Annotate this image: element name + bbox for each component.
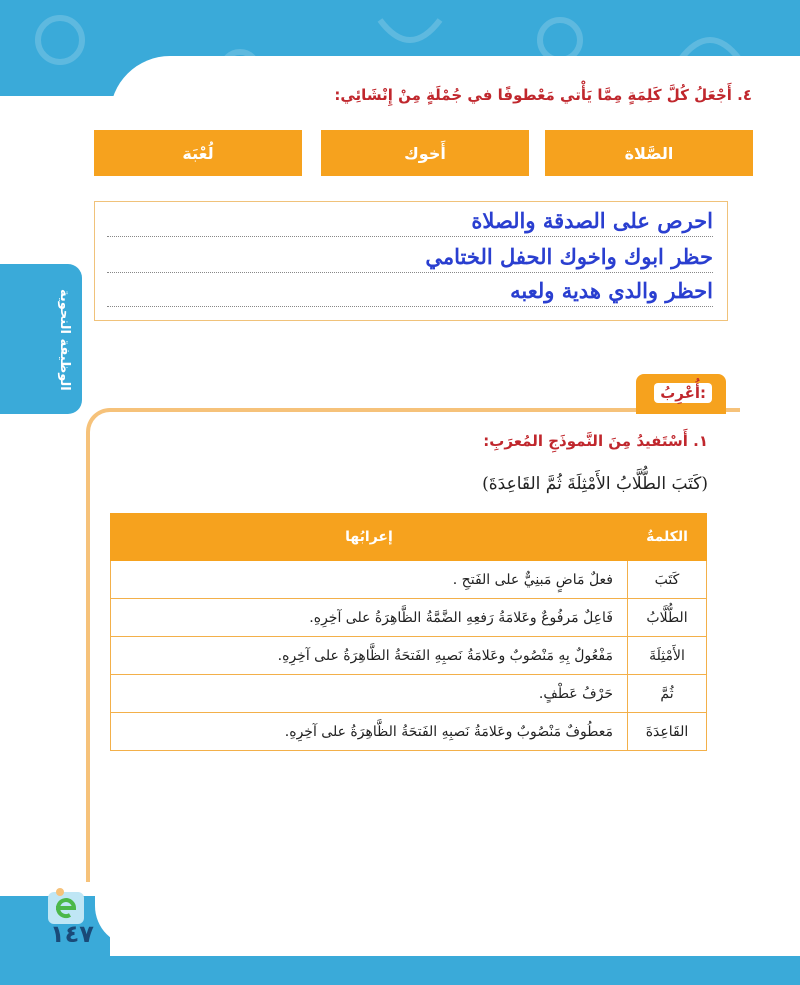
chapter-side-tab	[0, 264, 82, 414]
answer-line-1[interactable]: احرص على الصدقة والصلاة	[107, 206, 713, 237]
header-word: الكلمةُ	[628, 514, 707, 561]
example-sentence: (كَتَبَ الطُّلَّابُ الأَمْثِلَةَ ثُمَّ القَاعِدَةَ)	[482, 474, 708, 494]
row-word: الطُّلَّابُ	[628, 599, 707, 637]
row-parsing: مَفْعُولٌ بِهِ مَنْصُوبٌ وعَلامَةُ نَصبِهِ الفَتحَةُ الظَّاهِرَةُ على آخِرِهِ.	[111, 637, 628, 675]
answer-line-3[interactable]: احظر والدي هدية ولعبه	[107, 276, 713, 307]
parsing-section-title: أُعْرِبُ:	[654, 383, 712, 403]
row-word: الأَمْثِلَةَ	[628, 637, 707, 675]
table-row	[111, 637, 707, 675]
table-header-row	[111, 514, 707, 561]
row-parsing: فعلٌ مَاضٍ مَبنِيٌّ على الفَتحِ .	[111, 561, 628, 599]
row-parsing: حَرْفُ عَطْفٍ.	[111, 675, 628, 713]
exercise1-prompt: ١. أَسْتَفيدُ مِنَ النَّموذَجِ المُعرَبِ:	[483, 432, 708, 450]
table-row	[111, 713, 707, 751]
table-row	[111, 599, 707, 637]
page-number: ١٤٧	[50, 920, 94, 948]
answer-line-2[interactable]: حظر ابوك واخوك الحفل الختامي	[107, 242, 713, 273]
exercise4-prompt: ٤. أَجْعَلُ كُلَّ كَلِمَةٍ مِمَّا يَأْتي مَعْطوفًا في جُمْلَةٍ مِنْ إِنْشَائِي:	[334, 86, 752, 104]
chapter-side-tab-label: الوظيفة النحوية	[57, 289, 72, 391]
parsing-table	[110, 513, 707, 751]
header-parsing: إعرابُها	[111, 514, 628, 561]
answer-box	[94, 201, 728, 321]
row-word: كَتَبَ	[628, 561, 707, 599]
row-parsing: فَاعِلٌ مَرفُوعٌ وعَلامَةُ رَفعِهِ الضَّمَّةُ الظَّاهِرَةُ على آخِرِهِ.	[111, 599, 628, 637]
row-word: ثُمَّ	[628, 675, 707, 713]
word-box-1: الصَّلاة	[545, 130, 753, 176]
row-word: القَاعِدَةَ	[628, 713, 707, 751]
table-row	[111, 561, 707, 599]
word-box-3: لُعْبَة	[94, 130, 302, 176]
row-parsing: مَعطُوفٌ مَنْصُوبٌ وعَلامَةُ نَصبِهِ الفَتحَةُ الظَّاهِرَةُ على آخِرِهِ.	[111, 713, 628, 751]
word-box-2: أَخوك	[321, 130, 529, 176]
parsing-section-tab	[636, 374, 726, 414]
table-row	[111, 675, 707, 713]
